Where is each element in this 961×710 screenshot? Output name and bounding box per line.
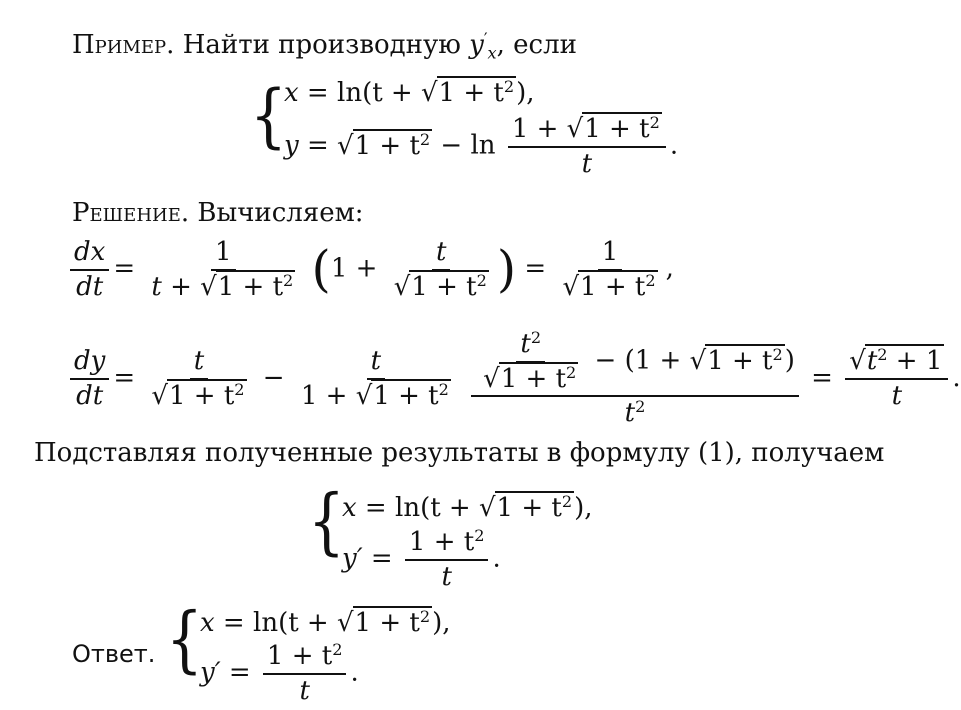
system1-y-equation: $y = √1 + t^2 - \ln$ $\frac{1 + √1 + t^2}{t}$ . — [284, 113, 679, 179]
solution-heading — [72, 198, 364, 228]
answer-y-equation: y′ = $\frac{1 + t^2}{t}$ . — [200, 640, 359, 706]
dydt-equation: $\frac{dy}{dt}$ = $\frac{t}{√1 + t^2}$ − $\frac{t}{1 + √1 + t^2}$ $\frac{t^2}{√1 + t^2}$ − $(1 + √1 + t^2)$ $t^2$ = $\frac{√t^2 + 1}{t}$ . — [66, 330, 961, 428]
answer-label: Ответ. — [72, 640, 156, 668]
sqrt-expr: $√1 + t^2$ — [420, 77, 515, 108]
log-fraction: $\frac{1 + √1 + t^2}{t}$ — [508, 115, 666, 178]
answer-x-equation: $x = \ln(t + √1 + t^2)$, — [200, 607, 451, 638]
solution-text: Вычисляем: — [189, 198, 364, 228]
answer-brace: { — [166, 595, 203, 681]
example-label: Пример. — [72, 30, 175, 60]
example-statement: Пример. Найти производную $y'_x$, если — [72, 29, 577, 63]
system1-brace: { — [250, 74, 287, 156]
system1-x-equation: $x = \ln(t + √1 + t^2)$, — [284, 77, 535, 108]
substitution-text: Подставляя полученные результаты в формулу (1), получаем — [34, 438, 885, 468]
dxdt-equation: $\frac{dx}{dt}$ = $\frac{1}{t + √1 + t^2}$ (1 + $\frac{t}{√1 + t^2}$ ) = $\frac{1}{√1 + t^2}$ , — [66, 238, 674, 301]
system2-x-equation: $x = \ln(t + √1 + t^2)$, — [342, 492, 593, 523]
system2-y-equation: y′ = $\frac{1 + t^2}{t}$ . — [342, 526, 501, 592]
system2-brace: { — [308, 477, 345, 563]
example-text: Найти производную — [182, 30, 470, 60]
solution-label: Решение. — [72, 198, 190, 228]
